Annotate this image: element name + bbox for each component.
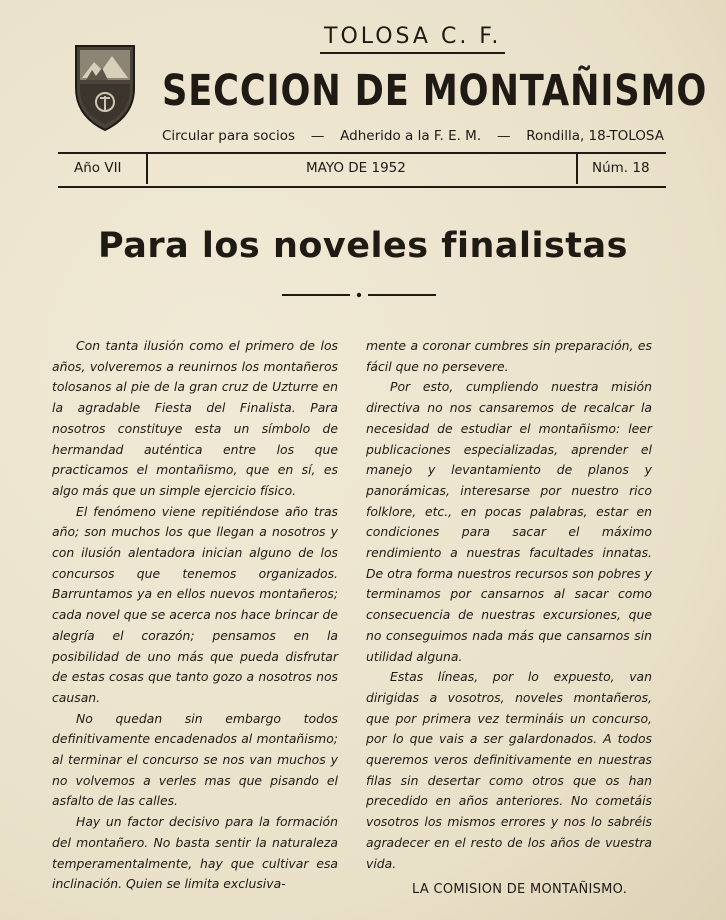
subline-federation: Adherido a la F. E. M.: [340, 128, 482, 144]
year-label: Año VII: [74, 160, 122, 176]
issue-date: MAYO DE 1952: [306, 160, 406, 176]
section-title: SECCION DE MONTAÑISMO: [162, 66, 708, 116]
article-right-column: [366, 336, 652, 874]
club-crest-logo: [72, 40, 138, 132]
subline-dash-1: —: [310, 128, 325, 144]
subline-circular: Circular para socios: [162, 128, 295, 144]
paragraph-continuation: mente a coronar cumbres sin preparación, es fácil que no persevere.: [366, 338, 652, 374]
article-left-column: [52, 336, 338, 895]
paragraph: El fenómeno viene repitiéndose año tras año; son muchos los que llegan a nosotros y con ilusión alentadora inician alguno de los concursos que tenemos organizados. Barruntamos ya en ellos nuevos montañeros; cada novel que se acerca nos hace brincar de alegría el corazón; pensamos en la posibilidad de uno más que pueda disfrutar de estas cosas que tanto gozo a nosotros nos causan.: [52, 503, 338, 705]
paragraph: Con tanta ilusión como el primero de los años, volveremos a reunirnos los montañeros tolosanos al pie de la gran cruz de Uzturre en la agradable Fiesta del Finalista. Para nosotros constituye esta un símbolo de hermandad auténtica entre los que practicamos el montañismo, que en sí, es algo más que un simple ejercicio físico.: [52, 338, 338, 498]
header-bottom-rule: [58, 186, 666, 188]
signature: LA COMISION DE MONTAÑISMO.: [412, 882, 628, 897]
paragraph: Estas líneas, por lo expuesto, van dirigidas a vosotros, noveles montañeros, que por primera vez termináis un concurso, por lo que vais a ser galardonados. A todos queremos veros definitivamente en nuestras filas sin desertar como otros que os han precedido en años anteriores. No cometáis vosotros los mismos errores y nos lo sabréis agradecer en el resto de los años de vuestra vida.: [366, 669, 652, 871]
header-divider-left: [146, 154, 148, 184]
subline-dash-2: —: [496, 128, 511, 144]
subline-address: Rondilla, 18-TOLOSA: [526, 128, 664, 144]
article-title: Para los noveles finalistas: [98, 226, 628, 266]
paragraph: No quedan sin embargo todos definitivamente encadenados al montañismo; al terminar el concurso se nos van muchos y no volvemos a verles mas que pisando el asfalto de las calles.: [52, 710, 338, 809]
club-name: TOLOSA C. F.: [320, 24, 505, 54]
ornament-divider: [282, 290, 436, 300]
issue-number: Núm. 18: [592, 160, 650, 176]
paragraph: Hay un factor decisivo para la formación del montañero. No basta sentir la naturaleza temperamentalmente, hay que cultivar esa inclinación. Quien se limita exclusiva-: [52, 814, 338, 892]
masthead-subline: [162, 128, 664, 144]
header-divider-right: [576, 154, 578, 184]
paragraph: Por esto, cumpliendo nuestra misión directiva no nos cansaremos de recalcar la necesidad de estudiar el montañismo: leer publicaciones especializadas, aprender el manejo y levantamiento de planos y panorámicas, interesarse por nuestro rico folklore, etc., en pocas palabras, estar en condiciones para sacar el máximo rendimiento a nuestras facultades innatas. De otra forma nuestros recursos son pobres y terminamos por cansarnos al sacar como consecuencia de nuestras excursiones, que no conseguimos nada más que cansarnos sin utilidad alguna.: [366, 379, 652, 664]
header-top-rule: [58, 152, 666, 154]
